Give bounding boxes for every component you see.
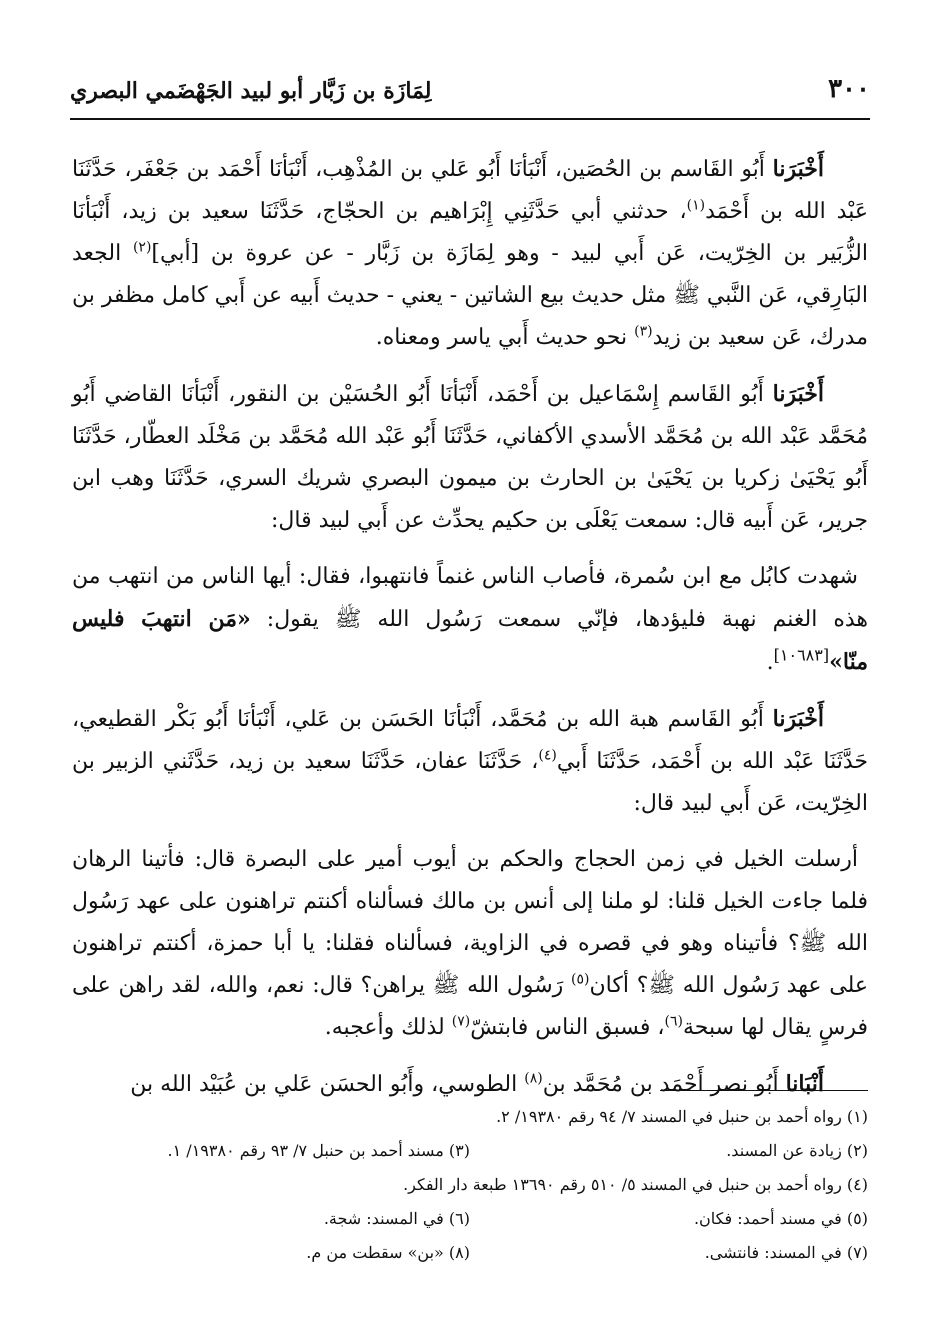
footnote-1: (١) رواه أحمد بن حنبل في المسند ٧/ ٩٤ رقم ١٩٣٨٠/ ٢. — [496, 1107, 868, 1126]
paragraph-1 — [72, 148, 868, 359]
hadith-reference-number: [١٠٦٨٣] — [773, 645, 830, 665]
paragraph-text: نحو حديث أَبي ياسر ومعناه. — [375, 325, 635, 350]
narration-keyword: أَخْبَرَنا — [772, 381, 824, 407]
footnote-row — [72, 1202, 868, 1236]
paragraph-text: أَبُو نصر أَحْمَد بن مُحَمَّد بن — [542, 1072, 786, 1097]
paragraph-text: الجعد البَارِقي، عَن النَّبي ﷺ مثل حديث بيع الشاتين - يعني - حديث أَبيه عن أَبي كامل مظفر بن مدرك، عَن سعيد بن زيد — [72, 241, 868, 350]
page-number: ٣٠٠ — [828, 74, 870, 104]
footnote-8: (٨) «بن» سقطت من م. — [306, 1243, 470, 1262]
page-header — [70, 66, 870, 118]
narration-keyword: أَنْبَانا — [785, 1071, 824, 1097]
paragraph-3 — [72, 556, 868, 684]
paragraph-text: أرسلت الخيل في زمن الحجاج والحكم بن أيوب أمير على البصرة قال: فأتينا الرهان فلما جاءت الخيل قلنا: لو ملنا إلى أنس بن مالك فسألناه أكنتم تراهنون على عهد رَسُول الله ﷺ؟ فأتيناه وهو في قصره في الزاوية، فسألناه فقلنا: يا أبا حمزة، أكنتم تراهنون على عهد رَسُول الله ﷺ؟ أكان — [72, 847, 868, 998]
paragraph-2 — [72, 373, 868, 542]
paragraph-text: ، حَدَّثَنَا عفان، حَدَّثَنَا سعيد بن زيد، حَدَّثَني الزبير بن الخِرّيت، عَن أَبي لبيد قال: — [72, 749, 868, 816]
footnote-5: (٥) في مسند أحمد: فكان. — [693, 1209, 868, 1228]
footnote-4: (٤) رواه أحمد بن حنبل في المسند ٥/ ٥١٠ رقم ١٣٦٩٠ طبعة دار الفكر. — [403, 1175, 868, 1194]
footnote-row — [72, 1236, 868, 1270]
paragraph-text: أَبُو القَاسم إِسْمَاعيل بن أَحْمَد، أَنْبَأنَا أَبُو الحُسَيْن بن النقور، أَنْبَأنَا القاضي أَبُو مُحَمَّد عَبْد الله بن مُحَمَّد الأسدي الأكفاني، حَدَّثَنَا أَبُو عَبْد الله مُحَمَّد بن مَخْلَد العطّار، حَدَّثَنَا أَبُو يَحْيَىٰ زكريا بن يَحْيَىٰ بن الحارث بن ميمون البصري شريك السري، حَدَّثَنَا وهب ابن جرير، عَن أَبيه قال: سمعت يَعْلَى بن حكيم يحدِّث عن أَبي لبيد قال: — [72, 382, 868, 533]
hadith-quote: «مَن انتهبَ فليس منّا» — [72, 606, 868, 675]
footnote-marker[interactable]: (١) — [686, 197, 706, 214]
footnote-marker[interactable]: (٤) — [538, 747, 557, 764]
footnote-marker[interactable]: (٢) — [132, 239, 152, 256]
paragraph-text: لذلك وأعجبه. — [324, 1015, 452, 1040]
main-text — [72, 148, 868, 1120]
footnote-marker[interactable]: (٥) — [571, 971, 590, 988]
narration-keyword: أَخْبَرَنا — [772, 706, 824, 732]
running-title: لِمَازَة بن زَبَّار أبو لبيد الجَهْضَمي البصري — [70, 78, 432, 104]
footnote-marker[interactable]: (٨) — [524, 1070, 543, 1087]
header-rule — [70, 118, 870, 120]
paragraph-text: رَسُول الله ﷺ يراهن؟ قال: نعم، والله، لقد راهن على فرسٍ يقال لها سبحة — [72, 973, 868, 1040]
narration-keyword: أَخْبَرَنا — [772, 156, 824, 182]
paragraph-text: شهدت كابُل مع ابن سُمرة، فأصاب الناس غنماً فانتهبوا، فقال: أيها الناس من انتهب من هذه الغنم نهبة فليؤدها، فإنّي سمعت رَسُول الله ﷺ يقول: — [72, 564, 868, 632]
paragraph-text: أَبُو القَاسم بن الحُصَين، أَنْبَأنَا أَبُو عَلي بن المُذْهِب، أَنْبَأنَا أَحْمَد بن جَعْفَر، حَدَّثَنَا عَبْد الله بن أَحْمَد — [72, 157, 868, 224]
paragraph-text: ، فسبق الناس فابتشّ — [470, 1015, 665, 1040]
paragraph-4 — [72, 698, 868, 825]
footnote-marker[interactable]: (٣) — [634, 323, 653, 340]
paragraph-text: ، حدثني أبي حَدَّثَنِي إِبْرَاهيم بن الحجّاج، حَدَّثَنَا سعيد بن زيد، أَنْبَأنَا الزُّبَير بن الخِرّيت، عَن أَبي لبيد - وهو لِمَازَة بن زَبَّار - عن عروة بن [أبي] — [72, 199, 869, 266]
paragraph-end: . — [766, 650, 774, 675]
paragraph-text: الطوسي، وأَبُو الحسَن عَلي بن عُبَيْد الله بن — [130, 1072, 525, 1097]
footnote-6: (٦) في المسند: شجة. — [323, 1209, 470, 1228]
footnote-3: (٣) مسند أحمد بن حنبل ٧/ ٩٣ رقم ١٩٣٨٠/ ١. — [167, 1141, 470, 1160]
footnote-row — [72, 1134, 868, 1168]
footnote-7: (٧) في المسند: فانتشى. — [704, 1243, 868, 1262]
footnote-marker[interactable]: (٦) — [664, 1013, 683, 1030]
paragraph-text: أَبُو القَاسم هبة الله بن مُحَمَّد، أَنْبَأنَا الحَسَن بن عَلي، أَنْبَأنَا أَبُو بَكْر القطيعي، حَدَّثَنَا عَبْد الله بن أَحْمَد، حَدَّثَنَا أَبي — [72, 707, 868, 774]
footnote-2: (٢) زيادة عن المسند. — [726, 1141, 868, 1160]
footnote-rule — [660, 1090, 868, 1091]
footnote-marker[interactable]: (٧) — [451, 1013, 471, 1030]
footnotes — [72, 1100, 868, 1270]
paragraph-5 — [72, 839, 868, 1049]
